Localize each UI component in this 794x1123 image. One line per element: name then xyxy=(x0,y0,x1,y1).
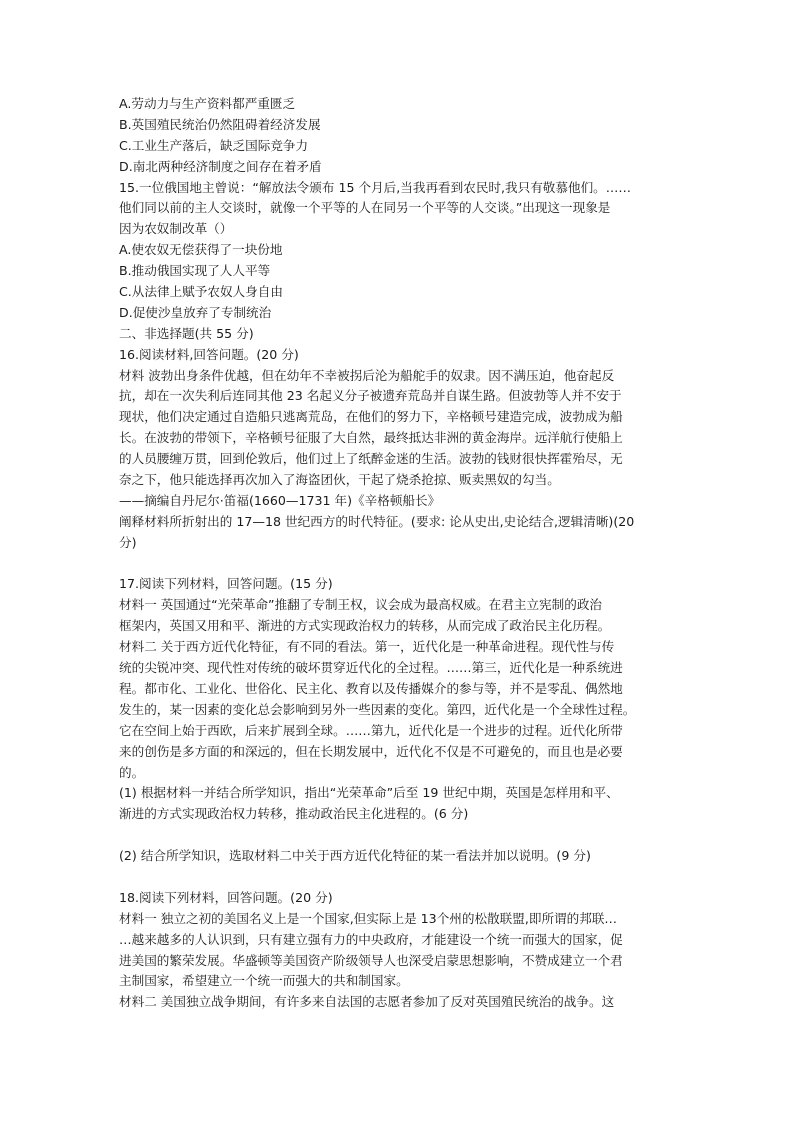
q15-option-c: C.从法律上赋予农奴人身自由 xyxy=(119,284,283,300)
q18-line: …越来越多的人认识到，只有建立强有力的中央政府，才能建设一个统一而强大的国家，促 xyxy=(119,931,623,947)
question-17 xyxy=(119,574,684,866)
q17-line: 来的创伤是多方面的和深远的，但在长期发展中，近代化不仅是不可避免的，而且也是必要 xyxy=(119,743,623,759)
q16-line: 现状，他们决定通过自造船只逃离荒岛，在他们的努力下，辛格顿号建造完成，波勃成为船 xyxy=(119,409,623,425)
q14-option-b: B.英国殖民统治仍然阻碍着经济发展 xyxy=(119,116,321,132)
q16-line: 奈之下，他只能选择再次加入了海盗团伙，干起了烧杀抢掠、贩卖黑奴的勾当。 xyxy=(119,472,560,488)
q14-option-a: A.劳动力与生产资料都严重匮乏 xyxy=(119,96,296,111)
exam-page xyxy=(119,94,684,1013)
q17-sub2: (2) 结合所学知识，选取材料二中关于西方近代化特征的某一看法并加以说明。(9 分) xyxy=(119,848,591,864)
q17-line: 统的尖锐冲突、现代性对传统的破坏贯穿近代化的全过程。……第三，近代化是一种系统进 xyxy=(119,660,623,676)
q18-line: 18.阅读下列材料，回答问题。(20 分) xyxy=(119,889,333,905)
q17-sub1: (1) 根据材料一并结合所学知识，指出“光荣革命”后至 19 世纪中期，英国是怎样用和平、 xyxy=(119,785,619,801)
q17-line: 框架内，英国又用和平、渐进的方式实现政治权力的转移，从而完成了政治民主化历程。 xyxy=(119,618,611,634)
q18-line: 进美国的繁荣发展。华盛顿等美国资产阶级领导人也深受启蒙思想影响，不赞成建立一个君 xyxy=(119,952,623,968)
q15-stem-line: 15.一位俄国地主曾说：“解放法令颁布 15 个月后,当我再看到农民时,我只有敬慕他们。…… xyxy=(119,179,631,195)
q16-prompt: 阐释材料所折射出的 17—18 世纪西方的时代特征。(要求: 论从史出,史论结合,逻辑清晰)(20 xyxy=(119,513,635,529)
q16-line: 长。在波勃的带领下，辛格顿号征服了大自然，最终抵达非洲的黄金海岸。远洋航行使船上 xyxy=(119,430,623,446)
q17-line: 材料一 英国通过“光荣革命”推翻了专制王权，议会成为最高权威。在君主立宪制的政治 xyxy=(119,597,603,613)
q15-option-d: D.促使沙皇放弃了专制统治 xyxy=(119,304,272,320)
q16-source: ——摘编自丹尼尔·笛福(1660—1731 年)《辛格顿船长》 xyxy=(119,492,441,508)
q17-line: 材料二 关于西方近代化特征，有不同的看法。第一，近代化是一种革命进程。现代性与传 xyxy=(119,639,615,655)
q15-stem-line: 他们同以前的主人交谈时，就像一个平等的人在同另一个平等的人交谈。”出现这一现象是 xyxy=(119,200,611,216)
q18-line: 材料一 独立之初的美国名义上是一个国家,但实际上是 13个州的松散联盟,即所谓的邦联… xyxy=(119,910,618,926)
q16-line: 材料 波勃出身条件优越，但在幼年不幸被拐后沦为船舵手的奴隶。因不满压迫，他奋起反 xyxy=(119,367,615,383)
q17-line: 程。都市化、工业化、世俗化、民主化、教育以及传播媒介的参与等，并不是零乱、偶然地 xyxy=(119,680,623,696)
q14-option-d: D.南北两种经济制度之间存在着矛盾 xyxy=(119,158,322,174)
q16-line: 16.阅读材料,回答问题。(20 分) xyxy=(119,346,299,362)
q18-line: 材料二 美国独立战争期间，有许多来自法国的志愿者参加了反对英国殖民统治的战争。这 xyxy=(119,994,615,1010)
blank-space xyxy=(119,867,684,888)
blank-space xyxy=(119,554,684,575)
blank-space xyxy=(119,825,684,846)
q14-options xyxy=(119,94,684,178)
q15-stem-line: 因为农奴制改革（） xyxy=(119,221,233,237)
question-16 xyxy=(119,345,684,554)
q17-line: 它在空间上始于西欧，后来扩展到全球。……第九，近代化是一个进步的过程。近代化所带 xyxy=(119,722,623,738)
q16-prompt: 分) xyxy=(119,534,137,550)
q17-sub1: 渐进的方式实现政治权力转移，推动政治民主化进程的。(6 分) xyxy=(119,806,469,822)
question-15 xyxy=(119,178,684,324)
question-18 xyxy=(119,888,684,1013)
q16-line: 的人员腰缠万贯，回到伦敦后，他们过上了纸醉金迷的生活。波勃的钱财很快挥霍殆尽，无 xyxy=(119,451,623,467)
q18-line: 主制国家，希望建立一个统一而强大的共和制国家。 xyxy=(119,973,409,989)
q17-line: 17.阅读下列材料，回答问题。(15 分) xyxy=(119,576,333,592)
q14-option-c: C.工业生产落后，缺乏国际竞争力 xyxy=(119,137,309,153)
q15-option-a: A.使农奴无偿获得了一块份地 xyxy=(119,242,283,258)
q17-line: 发生的，某一因素的变化总会影响到另外一些因素的变化。第四，近代化是一个全球性过程。 xyxy=(119,701,636,717)
q16-line: 抗，却在一次失利后连同其他 23 名起义分子被遗弃荒岛并自谋生路。但波勃等人并不安于 xyxy=(119,388,622,404)
section-2-title: 二、非选择题(共 55 分) xyxy=(119,325,254,341)
q17-line: 的。 xyxy=(119,764,145,780)
q15-option-b: B.推动俄国实现了人人平等 xyxy=(119,263,271,279)
